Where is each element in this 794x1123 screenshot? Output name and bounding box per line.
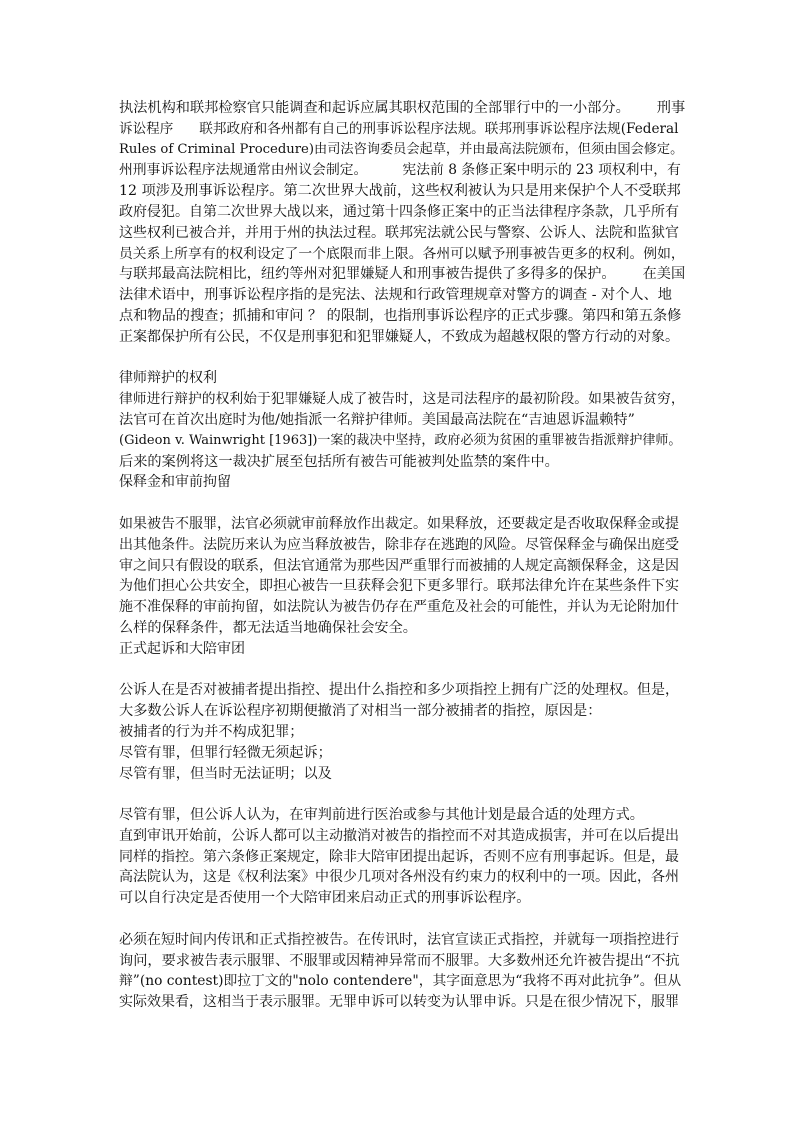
blank-line bbox=[119, 348, 685, 369]
text-line: (Gideon v. Wainwright [1963])一案的裁决中坚持，政府必须为贫困的重罪被告指派辩护律师。 bbox=[119, 432, 682, 448]
text-line: 么样的保释条件，都无法适当地确保社会安全。 bbox=[119, 619, 417, 636]
blank-line bbox=[119, 909, 685, 930]
blank-line bbox=[119, 784, 685, 805]
text-line: 高法院认为，这是《权利法案》中很少几项对各州没有约束力的权利中的一项。因此，各州 bbox=[119, 869, 679, 886]
text-line: 点和物品的搜查；抓捕和审问 ？ 的限制，也指刑事诉讼程序的正式步骤。第四和第五条修 bbox=[119, 307, 682, 324]
text-line: 必须在短时间内传讯和正式指控被告。在传讯时，法官宣读正式指控，并就每一项指控进行 bbox=[119, 931, 679, 948]
text-line: 诉讼程序 联邦政府和各州都有自己的刑事诉讼程序法规。联邦刑事诉讼程序法规(Federal bbox=[119, 120, 679, 137]
text-line: 这些权利已被合并，并用于州的执法过程。联邦宪法就公民与警察、公诉人、法院和监狱官 bbox=[119, 224, 679, 241]
text-line: 法官可在首次出庭时为他/她指派一名辩护律师。美国最高法院在“吉迪恩诉温赖特” bbox=[119, 411, 635, 428]
text-line: 直到审讯开始前，公诉人都可以主动撤消对被告的指控而不对其造成损害，并可在以后提出 bbox=[119, 827, 679, 844]
list-item: 被捕者的行为并不构成犯罪； bbox=[119, 723, 304, 740]
text-line: 政府侵犯。自第二次世界大战以来，通过第十四条修正案中的正当法律程序条款，几乎所有 bbox=[119, 203, 679, 220]
text-line: 律师进行辩护的权利始于犯罪嫌疑人成了被告时，这是司法程序的最初阶段。如果被告贫穷， bbox=[119, 391, 685, 408]
document-body bbox=[119, 98, 685, 1013]
text-line: 大多数公诉人在诉讼程序初期便撤消了对相当一部分被捕者的指控，原因是： bbox=[119, 703, 602, 720]
list-item: 尽管有罪，但当时无法证明；以及 bbox=[119, 765, 332, 782]
text-line: 同样的指控。第六条修正案规定，除非大陪审团提出起诉，否则不应有刑事起诉。但是，最 bbox=[119, 848, 679, 865]
text-line: 实际效果看，这相当于表示服罪。无罪申诉可以转变为认罪申诉。只是在很少情况下，服罪 bbox=[119, 994, 679, 1011]
text-line: 与联邦最高法院相比，纽约等州对犯罪嫌疑人和刑事被告提供了多得多的保护。 在美国 bbox=[119, 266, 686, 283]
text-line: Rules of Criminal Procedure)由司法咨询委员会起草，并由最高法院颁布，但须由国会修定。 bbox=[119, 141, 684, 157]
text-line: 施不准保释的审前拘留，如法院认为被告仍存在严重危及社会的可能性，并认为无论附加什 bbox=[119, 599, 679, 616]
text-line: 法律术语中，刑事诉讼程序指的是宪法、法规和行政管理规章对警方的调查 - 对个人、地 bbox=[119, 287, 672, 304]
text-line: 执法机构和联邦检察官只能调查和起诉应属其职权范围的全部罪行中的一小部分。 刑事 bbox=[119, 100, 686, 116]
text-line: 如果被告不服罪，法官必须就审前释放作出裁定。如果释放，还要裁定是否收取保释金或提 bbox=[119, 515, 679, 532]
list-item: 尽管有罪，但公诉人认为，在审判前进行医治或参与其他计划是最合适的处理方式。 bbox=[119, 807, 644, 824]
text-line: 可以自行决定是否使用一个大陪审团来启动正式的刑事诉讼程序。 bbox=[119, 890, 531, 907]
text-line: 州刑事诉讼程序法规通常由州议会制定。 宪法前 8 条修正案中明示的 23 项权利中，有 bbox=[119, 162, 681, 179]
text-line: 员关系上所享有的权利设定了一个底限而非上限。各州可以赋予刑事被告更多的权利。例如， bbox=[119, 245, 685, 262]
text-line: 为他们担心公共安全，即担心被告一旦获释会犯下更多罪行。联邦法律允许在某些条件下实 bbox=[119, 578, 679, 595]
text-line: 12 项涉及刑事诉讼程序。第二次世界大战前，这些权利被认为只是用来保护个人不受联邦 bbox=[119, 183, 681, 200]
text-line: 辩”(no contest)即拉丁文的"nolo contendere"，其字面意思为“我将不再对此抗争”。但从 bbox=[119, 973, 682, 990]
text-line: 出其他条件。法院历来认为应当释放被告，除非存在逃跑的风险。尽管保释金与确保出庭受 bbox=[119, 536, 679, 553]
text-line: 后来的案例将这一裁决扩展至包括所有被告可能被判处监禁的案件中。 bbox=[119, 453, 559, 470]
text-line: 询问，要求被告表示服罪、不服罪或因精神异常而不服罪。大多数州还允许被告提出“不抗 bbox=[119, 952, 680, 969]
text-line: 公诉人在是否对被捕者提出指控、提出什么指控和多少项指控上拥有广泛的处理权。但是， bbox=[119, 682, 679, 699]
text-line: 正案都保护所有公民，不仅是刑事犯和犯罪嫌疑人，不致成为超越权限的警方行动的对象。 bbox=[119, 328, 679, 345]
section-heading: 正式起诉和大陪审团 bbox=[119, 640, 245, 657]
section-heading: 律师辩护的权利 bbox=[119, 370, 217, 387]
blank-line bbox=[119, 493, 685, 514]
section-heading: 保释金和审前拘留 bbox=[119, 474, 231, 491]
blank-line bbox=[119, 660, 685, 681]
list-item: 尽管有罪，但罪行轻微无须起诉； bbox=[119, 744, 332, 761]
text-line: 审之间只有假设的联系，但法官通常为那些因严重罪行而被捕的人规定高额保释金，这是因 bbox=[119, 557, 679, 574]
